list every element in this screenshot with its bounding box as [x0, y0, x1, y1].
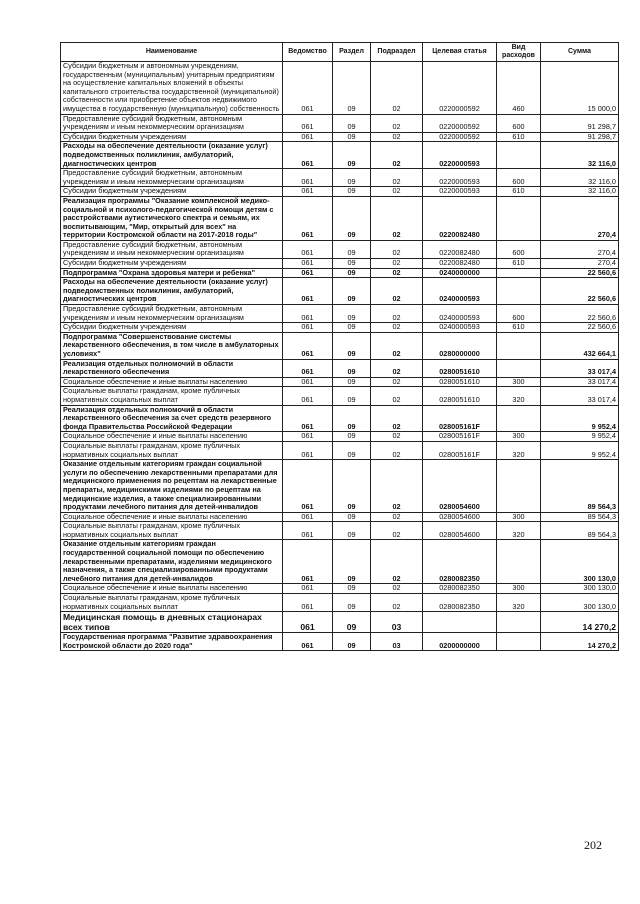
row-vedomstvo-cell: 061: [283, 323, 333, 333]
row-vedomstvo-cell: 061: [283, 332, 333, 359]
table-row: [61, 142, 619, 169]
header-podrazdel: Подраздел: [371, 43, 423, 62]
row-razdel-cell: 09: [333, 268, 371, 278]
row-vedomstvo-cell: 061: [283, 278, 333, 305]
row-statya-cell: 0280051610: [423, 359, 497, 377]
row-name-cell: Подпрограмма "Охрана здоровья матери и ребенка": [61, 268, 283, 278]
row-name-cell: Предоставление субсидий бюджетным, автономным учреждениям и иным некоммерческим организациям: [61, 305, 283, 323]
row-razdel-cell: 09: [333, 633, 371, 651]
row-vedomstvo-cell: 061: [283, 259, 333, 269]
row-razdel-cell: 09: [333, 169, 371, 187]
row-razdel-cell: 09: [333, 332, 371, 359]
row-podrazdel-cell: 02: [371, 278, 423, 305]
row-name-cell: Субсидии бюджетным учреждениям: [61, 259, 283, 269]
row-summa-cell: 270,4: [541, 259, 619, 269]
table-row: [61, 441, 619, 459]
row-statya-cell: 028005161F: [423, 441, 497, 459]
table-row: [61, 187, 619, 197]
row-name-cell: Предоставление субсидий бюджетным, автономным учреждениям и иным некоммерческим организациям: [61, 169, 283, 187]
table-row: [61, 305, 619, 323]
row-razdel-cell: 09: [333, 187, 371, 197]
row-summa-cell: 32 116,0: [541, 169, 619, 187]
header-vedomstvo: Ведомство: [283, 43, 333, 62]
row-summa-cell: 270,4: [541, 240, 619, 258]
row-summa-cell: 33 017,4: [541, 359, 619, 377]
budget-table-sheet: [60, 42, 618, 651]
table-row: [61, 240, 619, 258]
table-row: [61, 259, 619, 269]
row-vedomstvo-cell: 061: [283, 62, 333, 115]
row-vedomstvo-cell: 061: [283, 594, 333, 612]
row-statya-cell: 0220082480: [423, 240, 497, 258]
row-summa-cell: 32 116,0: [541, 187, 619, 197]
row-statya-cell: 0280054600: [423, 522, 497, 540]
row-summa-cell: 300 130,0: [541, 584, 619, 594]
row-statya-cell: 0240000593: [423, 278, 497, 305]
row-razdel-cell: 09: [333, 460, 371, 513]
table-row: [61, 268, 619, 278]
row-name-cell: Социальное обеспечение и иные выплаты населению: [61, 584, 283, 594]
row-podrazdel-cell: 02: [371, 114, 423, 132]
row-vedomstvo-cell: 061: [283, 522, 333, 540]
row-summa-cell: 22 560,6: [541, 305, 619, 323]
header-name: Наименование: [61, 43, 283, 62]
row-podrazdel-cell: 02: [371, 240, 423, 258]
row-statya-cell: 0200000000: [423, 633, 497, 651]
row-podrazdel-cell: 02: [371, 441, 423, 459]
row-razdel-cell: 09: [333, 259, 371, 269]
row-vedomstvo-cell: 061: [283, 305, 333, 323]
row-vid-cell: 600: [497, 240, 541, 258]
row-name-cell: Социальное обеспечение и иные выплаты населению: [61, 432, 283, 442]
row-statya-cell: 0220082480: [423, 259, 497, 269]
table-body: [61, 62, 619, 651]
row-podrazdel-cell: 02: [371, 377, 423, 387]
row-vid-cell: [497, 359, 541, 377]
row-summa-cell: 15 000,0: [541, 62, 619, 115]
row-podrazdel-cell: 02: [371, 259, 423, 269]
row-summa-cell: 300 130,0: [541, 540, 619, 584]
row-podrazdel-cell: 02: [371, 359, 423, 377]
row-razdel-cell: 09: [333, 522, 371, 540]
row-vedomstvo-cell: 061: [283, 405, 333, 432]
table-row: [61, 432, 619, 442]
table-row: [61, 512, 619, 522]
row-statya-cell: 0240000000: [423, 268, 497, 278]
row-summa-cell: 9 952,4: [541, 441, 619, 459]
row-name-cell: Субсидии бюджетным учреждениям: [61, 132, 283, 142]
row-vid-cell: [497, 633, 541, 651]
row-razdel-cell: 09: [333, 512, 371, 522]
row-vid-cell: 610: [497, 259, 541, 269]
row-razdel-cell: 09: [333, 196, 371, 240]
row-vedomstvo-cell: 061: [283, 169, 333, 187]
row-vedomstvo-cell: 061: [283, 387, 333, 405]
row-vid-cell: 610: [497, 132, 541, 142]
row-vedomstvo-cell: 061: [283, 377, 333, 387]
table-row: [61, 278, 619, 305]
row-podrazdel-cell: 02: [371, 522, 423, 540]
row-vedomstvo-cell: 061: [283, 240, 333, 258]
row-vid-cell: 600: [497, 305, 541, 323]
table-row: [61, 540, 619, 584]
row-razdel-cell: 09: [333, 359, 371, 377]
table-row: [61, 332, 619, 359]
row-summa-cell: 22 560,6: [541, 268, 619, 278]
row-summa-cell: 91 298,7: [541, 132, 619, 142]
table-row: [61, 323, 619, 333]
row-name-cell: Реализация программы "Оказание комплексной медико-социальной и психолого-педагогической помощи детям с расстройствами аутистического спектра и семьям, их воспитывающим, "Мир, открытый для всех" на территории Костромской области на 2017-2018 годы": [61, 196, 283, 240]
row-vid-cell: 320: [497, 522, 541, 540]
row-summa-cell: 89 564,3: [541, 512, 619, 522]
row-name-cell: Социальные выплаты гражданам, кроме публичных нормативных социальных выплат: [61, 594, 283, 612]
row-summa-cell: 33 017,4: [541, 387, 619, 405]
row-vid-cell: 600: [497, 169, 541, 187]
row-vid-cell: [497, 612, 541, 633]
row-vid-cell: 320: [497, 441, 541, 459]
row-statya-cell: 0240000593: [423, 323, 497, 333]
table-row: [61, 377, 619, 387]
row-statya-cell: 0280051610: [423, 387, 497, 405]
table-row: [61, 169, 619, 187]
row-summa-cell: 22 560,6: [541, 278, 619, 305]
row-podrazdel-cell: 02: [371, 305, 423, 323]
row-vid-cell: 600: [497, 114, 541, 132]
table-header-row: [61, 43, 619, 62]
row-vedomstvo-cell: 061: [283, 187, 333, 197]
row-razdel-cell: 09: [333, 305, 371, 323]
row-summa-cell: 9 952,4: [541, 432, 619, 442]
row-name-cell: Оказание отдельным категориям граждан государственной социальной помощи по обеспечению лекарственными препаратами, изделиями медицинского назначения, а также специализированными продуктами лечебного питания для детей-инвалидов: [61, 540, 283, 584]
row-statya-cell: 0220000592: [423, 132, 497, 142]
row-podrazdel-cell: 02: [371, 142, 423, 169]
row-name-cell: Социальные выплаты гражданам, кроме публичных нормативных социальных выплат: [61, 441, 283, 459]
row-podrazdel-cell: 02: [371, 432, 423, 442]
row-vedomstvo-cell: 061: [283, 512, 333, 522]
row-statya-cell: 0280082350: [423, 594, 497, 612]
row-vid-cell: 300: [497, 584, 541, 594]
row-podrazdel-cell: 02: [371, 540, 423, 584]
row-name-cell: Предоставление субсидий бюджетным, автономным учреждениям и иным некоммерческим организациям: [61, 114, 283, 132]
row-vedomstvo-cell: 061: [283, 359, 333, 377]
row-statya-cell: 028005161F: [423, 405, 497, 432]
row-name-cell: Расходы на обеспечение деятельности (оказание услуг) подведомственных поликлиник, амбулаторий, диагностических центров: [61, 278, 283, 305]
row-vid-cell: 300: [497, 512, 541, 522]
row-podrazdel-cell: 02: [371, 196, 423, 240]
row-name-cell: Реализация отдельных полномочий в области лекарственного обеспечения: [61, 359, 283, 377]
row-summa-cell: 14 270,2: [541, 633, 619, 651]
table-row: [61, 132, 619, 142]
row-summa-cell: 89 564,3: [541, 522, 619, 540]
row-name-cell: Подпрограмма "Совершенствование системы лекарственного обеспечения, в том числе в амбулаторных условиях": [61, 332, 283, 359]
table-row: [61, 387, 619, 405]
row-vid-cell: [497, 278, 541, 305]
row-razdel-cell: 09: [333, 594, 371, 612]
row-razdel-cell: 09: [333, 142, 371, 169]
row-statya-cell: 0280082350: [423, 540, 497, 584]
row-statya-cell: 0220082480: [423, 196, 497, 240]
row-podrazdel-cell: 02: [371, 594, 423, 612]
row-vid-cell: 320: [497, 594, 541, 612]
row-vid-cell: [497, 540, 541, 584]
row-vedomstvo-cell: 061: [283, 114, 333, 132]
row-vid-cell: [497, 332, 541, 359]
row-summa-cell: 9 952,4: [541, 405, 619, 432]
row-name-cell: Социальные выплаты гражданам, кроме публичных нормативных социальных выплат: [61, 387, 283, 405]
row-summa-cell: 33 017,4: [541, 377, 619, 387]
row-summa-cell: 91 298,7: [541, 114, 619, 132]
row-podrazdel-cell: 02: [371, 187, 423, 197]
row-name-cell: Медицинская помощь в дневных стационарах всех типов: [61, 612, 283, 633]
row-statya-cell: 0220000592: [423, 114, 497, 132]
row-podrazdel-cell: 02: [371, 169, 423, 187]
row-summa-cell: 14 270,2: [541, 612, 619, 633]
row-vedomstvo-cell: 061: [283, 196, 333, 240]
row-razdel-cell: 09: [333, 62, 371, 115]
row-statya-cell: 0220000593: [423, 187, 497, 197]
row-podrazdel-cell: 02: [371, 512, 423, 522]
table-row: [61, 633, 619, 651]
row-podrazdel-cell: 02: [371, 323, 423, 333]
row-name-cell: Социальные выплаты гражданам, кроме публичных нормативных социальных выплат: [61, 522, 283, 540]
row-razdel-cell: 09: [333, 432, 371, 442]
row-vedomstvo-cell: 061: [283, 584, 333, 594]
row-podrazdel-cell: 02: [371, 460, 423, 513]
row-razdel-cell: 09: [333, 114, 371, 132]
row-vedomstvo-cell: 061: [283, 540, 333, 584]
row-razdel-cell: 09: [333, 584, 371, 594]
row-podrazdel-cell: 02: [371, 387, 423, 405]
row-name-cell: Социальное обеспечение и иные выплаты населению: [61, 512, 283, 522]
row-name-cell: Реализация отдельных полномочий в области лекарственного обеспечения за счет средств резервного фонда Правительства Российской Федерации: [61, 405, 283, 432]
budget-table: [60, 42, 619, 651]
row-name-cell: Субсидии бюджетным учреждениям: [61, 323, 283, 333]
row-podrazdel-cell: 02: [371, 132, 423, 142]
row-vid-cell: 460: [497, 62, 541, 115]
row-razdel-cell: 09: [333, 278, 371, 305]
row-razdel-cell: 09: [333, 323, 371, 333]
table-row: [61, 594, 619, 612]
row-vedomstvo-cell: 061: [283, 441, 333, 459]
row-podrazdel-cell: 02: [371, 332, 423, 359]
row-statya-cell: 0240000593: [423, 305, 497, 323]
row-razdel-cell: 09: [333, 405, 371, 432]
row-podrazdel-cell: 03: [371, 633, 423, 651]
row-razdel-cell: 09: [333, 612, 371, 633]
row-statya-cell: 028005161F: [423, 432, 497, 442]
row-podrazdel-cell: 02: [371, 584, 423, 594]
row-razdel-cell: 09: [333, 540, 371, 584]
row-statya-cell: 0280051610: [423, 377, 497, 387]
row-vid-cell: 610: [497, 187, 541, 197]
row-summa-cell: 432 664,1: [541, 332, 619, 359]
row-vedomstvo-cell: 061: [283, 142, 333, 169]
row-statya-cell: 0220000593: [423, 142, 497, 169]
row-statya-cell: 0280054600: [423, 460, 497, 513]
row-summa-cell: 270,4: [541, 196, 619, 240]
row-razdel-cell: 09: [333, 240, 371, 258]
row-name-cell: Субсидии бюджетным учреждениям: [61, 187, 283, 197]
row-razdel-cell: 09: [333, 387, 371, 405]
row-name-cell: Расходы на обеспечение деятельности (оказание услуг) подведомственных поликлиник, амбулаторий, диагностических центров: [61, 142, 283, 169]
row-vid-cell: [497, 196, 541, 240]
row-razdel-cell: 09: [333, 132, 371, 142]
row-razdel-cell: 09: [333, 441, 371, 459]
row-podrazdel-cell: 02: [371, 405, 423, 432]
row-vedomstvo-cell: 061: [283, 432, 333, 442]
header-razdel: Раздел: [333, 43, 371, 62]
table-row: [61, 359, 619, 377]
row-vid-cell: [497, 142, 541, 169]
row-podrazdel-cell: 02: [371, 268, 423, 278]
row-vedomstvo-cell: 061: [283, 268, 333, 278]
row-name-cell: Субсидии бюджетным и автономным учреждениям, государственным (муниципальным) унитарным предприятиям на осуществление капитальных вложений в объекты капитального строительства государственной (муниципальной) собственности или приобретение объектов недвижимого имущества в государственную (муниципальную) собственность: [61, 62, 283, 115]
row-name-cell: Предоставление субсидий бюджетным, автономным учреждениям и иным некоммерческим организациям: [61, 240, 283, 258]
row-vedomstvo-cell: 061: [283, 132, 333, 142]
row-summa-cell: 32 116,0: [541, 142, 619, 169]
row-vid-cell: [497, 460, 541, 513]
row-vid-cell: [497, 405, 541, 432]
header-celevaya-statya: Целевая статья: [423, 43, 497, 62]
table-row: [61, 584, 619, 594]
table-row: [61, 612, 619, 633]
row-razdel-cell: 09: [333, 377, 371, 387]
row-statya-cell: [423, 612, 497, 633]
row-name-cell: Государственная программа "Развитие здравоохранения Костромской области до 2020 года": [61, 633, 283, 651]
row-summa-cell: 89 564,3: [541, 460, 619, 513]
row-podrazdel-cell: 03: [371, 612, 423, 633]
table-row: [61, 196, 619, 240]
header-vid-rashodov: Вид расходов: [497, 43, 541, 62]
row-vid-cell: 610: [497, 323, 541, 333]
row-statya-cell: 0280082350: [423, 584, 497, 594]
page-number: 202: [584, 838, 602, 852]
row-statya-cell: 0220000593: [423, 169, 497, 187]
row-name-cell: Социальное обеспечение и иные выплаты населению: [61, 377, 283, 387]
row-name-cell: Оказание отдельным категориям граждан социальной услуги по обеспечению лекарственными препаратами для медицинского применения по рецептам на лекарственные препараты, медицинскими изделиями по рецептам на медицинские изделия, а также специализированными продуктами лечебного питания для детей-инвалидов: [61, 460, 283, 513]
row-vedomstvo-cell: 061: [283, 460, 333, 513]
table-row: [61, 114, 619, 132]
row-vid-cell: 300: [497, 432, 541, 442]
row-vid-cell: [497, 268, 541, 278]
table-row: [61, 405, 619, 432]
table-row: [61, 460, 619, 513]
row-summa-cell: 22 560,6: [541, 323, 619, 333]
row-vedomstvo-cell: 061: [283, 633, 333, 651]
row-statya-cell: 0280000000: [423, 332, 497, 359]
table-row: [61, 62, 619, 115]
row-statya-cell: 0220000592: [423, 62, 497, 115]
header-summa: Сумма: [541, 43, 619, 62]
row-vid-cell: 300: [497, 377, 541, 387]
row-vid-cell: 320: [497, 387, 541, 405]
row-podrazdel-cell: 02: [371, 62, 423, 115]
row-summa-cell: 300 130,0: [541, 594, 619, 612]
row-vedomstvo-cell: 061: [283, 612, 333, 633]
row-statya-cell: 0280054600: [423, 512, 497, 522]
table-row: [61, 522, 619, 540]
